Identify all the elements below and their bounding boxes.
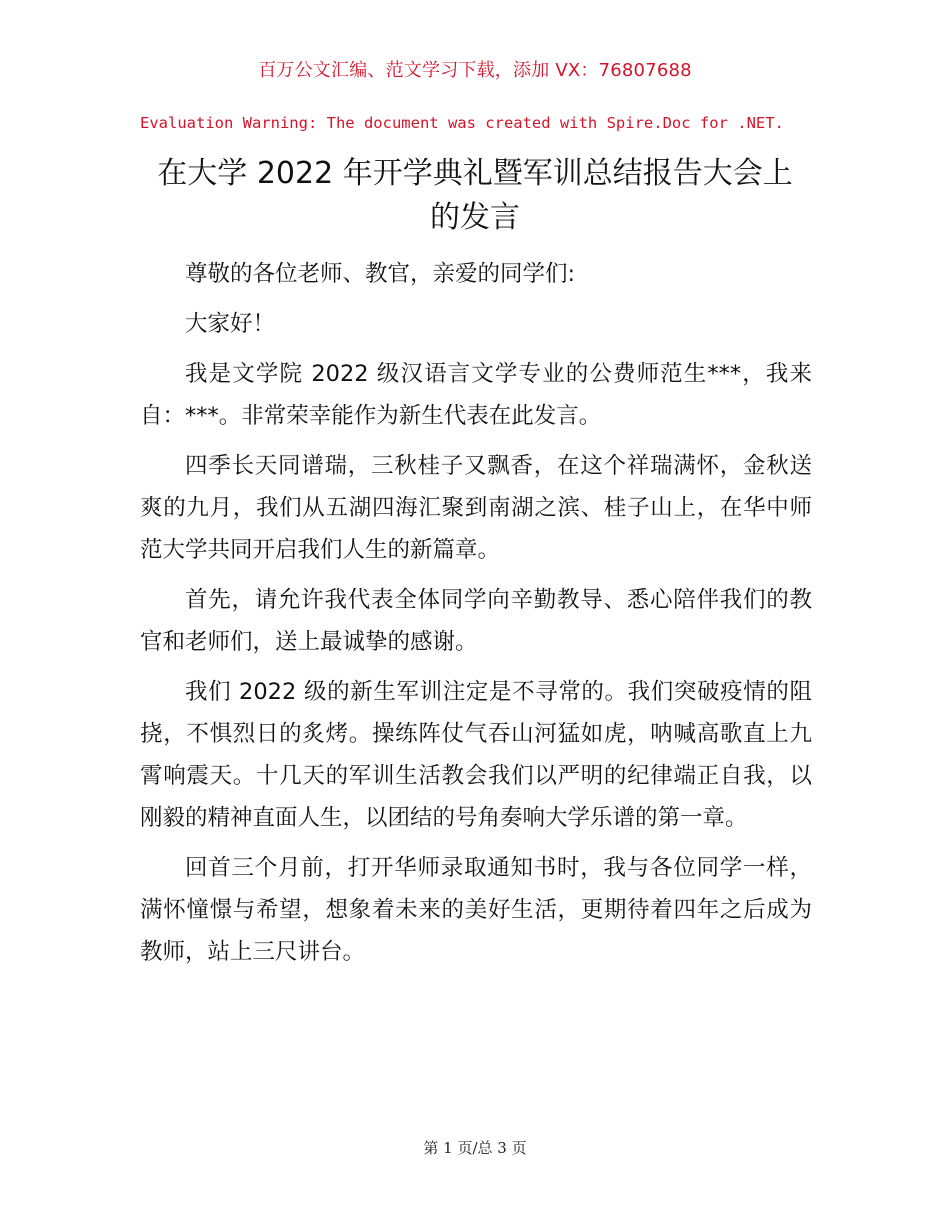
document-title (120, 152, 830, 240)
title-line-2: 的发言 (430, 200, 520, 235)
season-paragraph: 四季长天同谱瑞，三秋桂子又飘香，在这个祥瑞满怀，金秋送爽的九月，我们从五湖四海汇聚到南湖之滨、桂子山上，在华中师范大学共同开启我们人生的新篇章。 (140, 453, 812, 563)
title-line-1: 在大学 2022 年开学典礼暨军训总结报告大会上 (157, 156, 793, 191)
introduction-paragraph: 我是文学院 2022 级汉语言文学专业的公费师范生***，我来自：***。非常荣幸能作为新生代表在此发言。 (140, 361, 812, 429)
document-body (140, 253, 812, 981)
military-training-paragraph: 我们 2022 级的新生军训注定是不寻常的。我们突破疫情的阻挠，不惧烈日的炙烤。操练阵仗气吞山河猛如虎，呐喊高歌直上九霄响震天。十几天的军训生活教会我们以严明的纪律端正自我，以刚毅的精神直面人生，以团结的号角奏响大学乐谱的第一章。 (140, 679, 812, 831)
thanks-paragraph: 首先，请允许我代表全体同学向辛勤教导、悉心陪伴我们的教官和老师们，送上最诚挚的感谢。 (140, 587, 812, 655)
salutation-paragraph: 尊敬的各位老师、教官，亲爱的同学们: (185, 261, 576, 287)
evaluation-warning: Evaluation Warning: The document was created with Spire.Doc for .NET. (140, 114, 784, 132)
greeting-paragraph: 大家好！ (185, 311, 276, 337)
promo-banner: 百万公文汇编、范文学习下载，添加 VX：76807688 (258, 60, 692, 81)
page-indicator: 第 1 页/总 3 页 (423, 1139, 527, 1157)
recollection-paragraph: 回首三个月前，打开华师录取通知书时，我与各位同学一样，满怀憧憬与希望，想象着未来的美好生活，更期待着四年之后成为教师，站上三尺讲台。 (140, 855, 812, 965)
